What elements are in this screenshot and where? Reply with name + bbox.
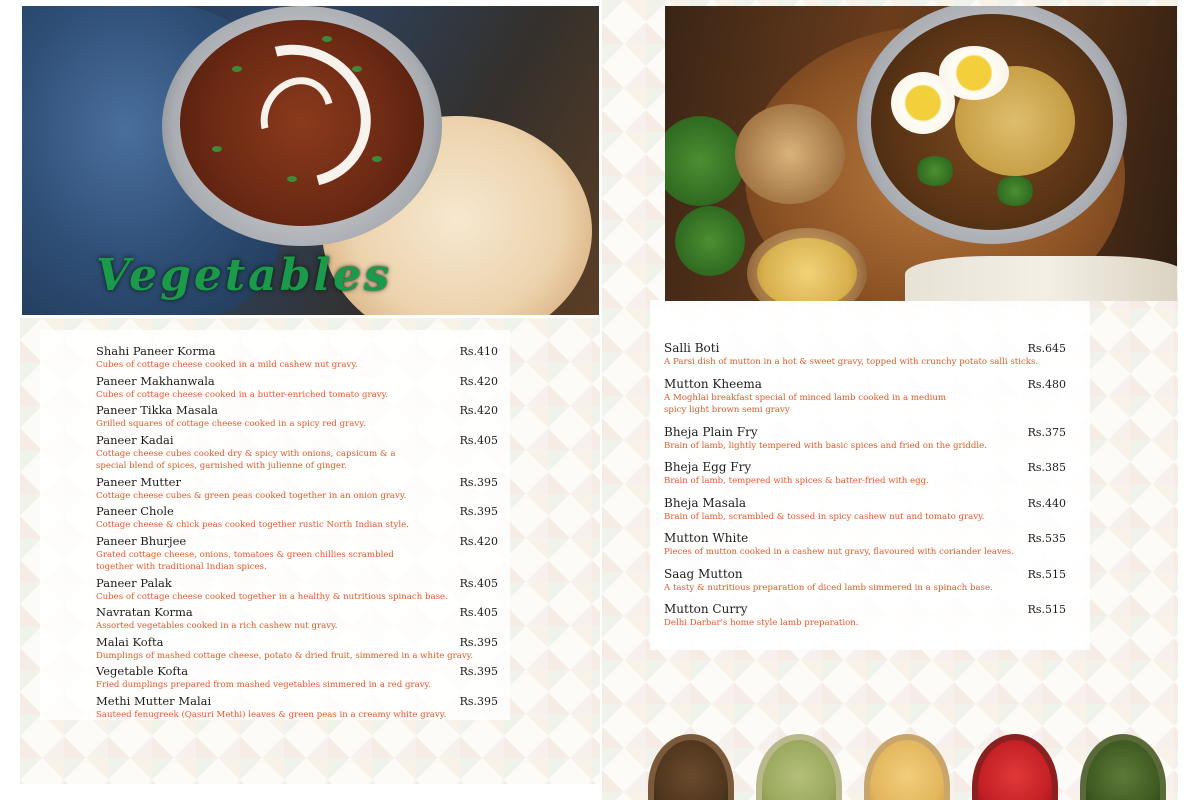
item-price: Rs.395 [459, 694, 498, 708]
item-price: Rs.420 [459, 534, 498, 548]
item-description: Brain of lamb, lightly tempered with basic spices and fried on the griddle. [664, 440, 987, 451]
menu-item [664, 602, 1066, 630]
item-name: Mutton White [664, 531, 749, 545]
menu-item [664, 377, 1066, 417]
item-price: Rs.480 [1027, 377, 1066, 391]
item-description: Brain of lamb, tempered with spices & batter-fried with egg. [664, 476, 929, 486]
item-description: Sauteed fenugreek (Qasuri Methi) leaves & green peas in a creamy white gravy. [96, 709, 447, 720]
item-description: Pieces of mutton cooked in a cashew nut gravy, flavoured with coriander leaves. [664, 547, 1015, 557]
item-name: Paneer Mutter [96, 474, 181, 489]
item-price: Rs.395 [459, 475, 498, 489]
item-description: Cubes of cottage cheese cooked in a butter-enriched tomato gravy. [96, 389, 389, 400]
item-name: Paneer Kadai [96, 432, 174, 447]
menu-item [664, 567, 1066, 595]
coriander-leaf [352, 66, 362, 72]
item-name: Shahi Paneer Korma [96, 344, 216, 358]
item-name: Paneer Makhanwala [96, 373, 215, 388]
menu-item [96, 374, 498, 402]
item-name: Malai Kofta [96, 634, 164, 649]
coriander-bunch [675, 206, 745, 276]
item-description: Assorted vegetables cooked in a rich cashew nut gravy. [96, 621, 338, 631]
item-name: Mutton Kheema [664, 376, 762, 391]
item-description: Cubes of cottage cheese cooked in a mild cashew nut gravy. [96, 360, 358, 370]
item-name: Paneer Palak [96, 575, 172, 590]
item-name: Navratan Korma [96, 605, 193, 619]
item-name: Bheja Egg Fry [664, 460, 752, 474]
menu-item [96, 534, 498, 574]
item-price: Rs.395 [459, 665, 498, 678]
item-name: Paneer Tikka Masala [96, 403, 218, 417]
item-price: Rs.420 [459, 404, 498, 417]
item-price: Rs.515 [1027, 603, 1066, 616]
item-price: Rs.405 [459, 576, 498, 590]
item-price: Rs.405 [459, 433, 498, 447]
item-name: Salli Boti [664, 341, 720, 355]
item-price: Rs.395 [459, 505, 498, 518]
onion-bowl [735, 104, 845, 204]
item-description: A Parsi dish of mutton in a hot & sweet gravy, topped with crunchy potato salli sticks. [664, 357, 1039, 367]
coriander-leaf [322, 36, 332, 42]
menu-item [664, 425, 1066, 453]
item-description: Grated cottage cheese, onions, tomatoes & green chillies scrambled together with traditional Indian spices. [96, 549, 394, 572]
item-name: Paneer Chole [96, 504, 174, 518]
menu-item [664, 341, 1066, 369]
coriander-leaf [372, 156, 382, 162]
item-description: Cottage cheese cubes & green peas cooked together in an onion gravy. [96, 490, 407, 501]
item-description: A Moghlai breakfast special of minced lamb cooked in a medium spicy light brown semi gravy [664, 392, 947, 415]
item-description: Grilled squares of cottage cheese cooked in a spicy red gravy. [96, 419, 366, 429]
item-name: Paneer Bhurjee [96, 533, 187, 548]
coriander-leaf [212, 146, 222, 152]
menu-item [96, 344, 498, 372]
item-price: Rs.440 [1027, 496, 1066, 510]
item-price: Rs.515 [1027, 567, 1066, 581]
menu-item [96, 635, 498, 663]
menu-item [664, 460, 1066, 488]
pav-bread [905, 256, 1177, 301]
item-description: Dumplings of mashed cottage cheese, potato & dried fruit, simmered in a white gravy. [96, 650, 474, 661]
menu-item [96, 694, 498, 722]
item-name: Bheja Plain Fry [664, 424, 758, 439]
mutton-menu-list [664, 341, 1066, 638]
item-price: Rs.405 [459, 606, 498, 619]
section-heading-vegetables: Vegetables [96, 250, 392, 301]
item-description: Cottage cheese & chick peas cooked together rustic North Indian style. [96, 520, 409, 530]
item-description: Fried dumplings prepared from mashed vegetables simmered in a red gravy. [96, 680, 432, 690]
item-description: Cottage cheese cubes cooked dry & spicy with onions, capsicum & a special blend of spices, garnished with julienne of ginger. [96, 448, 396, 471]
item-name: Methi Mutter Malai [96, 693, 212, 708]
vegetables-menu-list [96, 344, 498, 723]
item-price: Rs.535 [1027, 532, 1066, 545]
coriander-bunch [665, 116, 745, 206]
item-description: Brain of lamb, scrambled & tossed in spicy cashew nut and tomato gravy. [664, 511, 985, 522]
kheema-photo [665, 6, 1177, 301]
menu-item [96, 605, 498, 633]
item-description: Cubes of cottage cheese cooked together in a healthy & nutritious spinach base. [96, 591, 448, 602]
menu-item [664, 531, 1066, 559]
coriander-leaf [287, 176, 297, 182]
item-name: Saag Mutton [664, 566, 743, 581]
sev-topping [757, 238, 857, 301]
coriander-leaf [232, 66, 242, 72]
menu-item [96, 504, 498, 532]
boiled-egg-half [939, 46, 1009, 100]
item-description: A tasty & nutritious preparation of diced lamb simmered in a spinach base. [664, 582, 993, 593]
coriander-garnish [995, 176, 1035, 206]
menu-item [96, 403, 498, 431]
item-price: Rs.410 [459, 345, 498, 358]
item-price: Rs.395 [459, 635, 498, 649]
menu-item [96, 576, 498, 604]
item-description: Delhi Darbar's home style lamb preparation. [664, 618, 859, 628]
menu-item [96, 475, 498, 503]
item-price: Rs.385 [1027, 461, 1066, 474]
item-name: Vegetable Kofta [96, 664, 189, 678]
coriander-garnish [915, 156, 955, 186]
menu-item [96, 664, 498, 692]
item-name: Mutton Curry [664, 602, 748, 616]
item-price: Rs.420 [459, 374, 498, 388]
item-price: Rs.375 [1027, 425, 1066, 439]
menu-item [664, 496, 1066, 524]
item-name: Bheja Masala [664, 495, 747, 510]
item-price: Rs.645 [1027, 342, 1066, 355]
menu-item [96, 433, 498, 473]
